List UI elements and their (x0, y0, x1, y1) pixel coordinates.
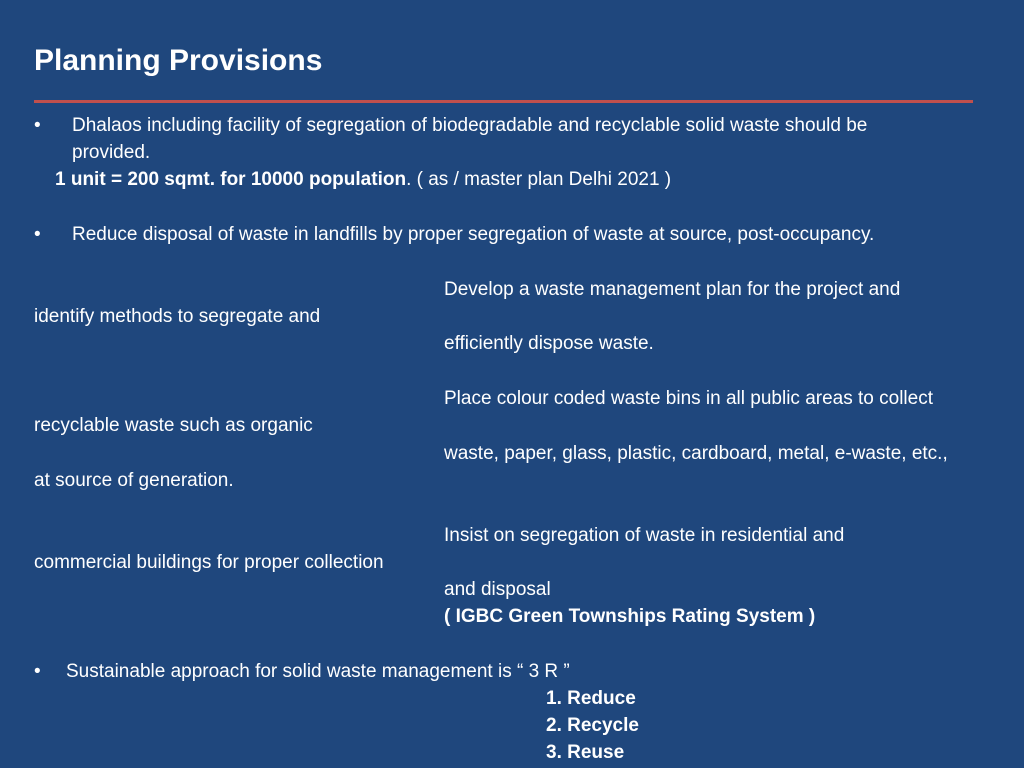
slide-title: Planning Provisions (34, 44, 323, 77)
bullet-1-line-2: provided. (72, 142, 151, 163)
three-r-item-3: 3. Reuse (546, 742, 625, 763)
igbc-p3-line-1: Insist on segregation of waste in residential and (444, 525, 845, 546)
norm-source-text: . ( as / master plan Delhi 2021 ) (406, 169, 672, 190)
bullet-3-text: Sustainable approach for solid waste management is “ 3 R ” (66, 661, 570, 682)
bullet-1-norm (55, 168, 671, 192)
igbc-p1-line-2: identify methods to segregate and (34, 306, 321, 327)
igbc-source: ( IGBC Green Townships Rating System ) (444, 606, 816, 627)
igbc-p3-line-2: commercial buildings for proper collection (34, 552, 384, 573)
igbc-p3-line-3: and disposal (444, 579, 551, 600)
igbc-p1-line-3: efficiently dispose waste. (444, 333, 654, 354)
bullet-1-marker: • (34, 115, 41, 136)
igbc-p2-line-2: recyclable waste such as organic (34, 415, 313, 436)
norm-bold-text: 1 unit = 200 sqmt. for 10000 population (55, 169, 407, 190)
igbc-p2-line-3: waste, paper, glass, plastic, cardboard, metal, e-waste, etc., (444, 443, 948, 464)
three-r-item-2: 2. Recycle (546, 715, 639, 736)
igbc-p1-line-1: Develop a waste management plan for the project and (444, 279, 901, 300)
three-r-item-1: 1. Reduce (546, 688, 636, 709)
bullet-3-marker: • (34, 661, 41, 682)
bullet-2-marker: • (34, 224, 41, 245)
bullet-2-text: Reduce disposal of waste in landfills by proper segregation of waste at source, post-occupancy. (72, 224, 875, 245)
bullet-1-line-1: Dhalaos including facility of segregation of biodegradable and recyclable solid waste should be (72, 115, 868, 136)
igbc-p2-line-4: at source of generation. (34, 470, 234, 491)
igbc-p2-line-1: Place colour coded waste bins in all public areas to collect (444, 388, 933, 409)
title-divider (34, 100, 973, 103)
